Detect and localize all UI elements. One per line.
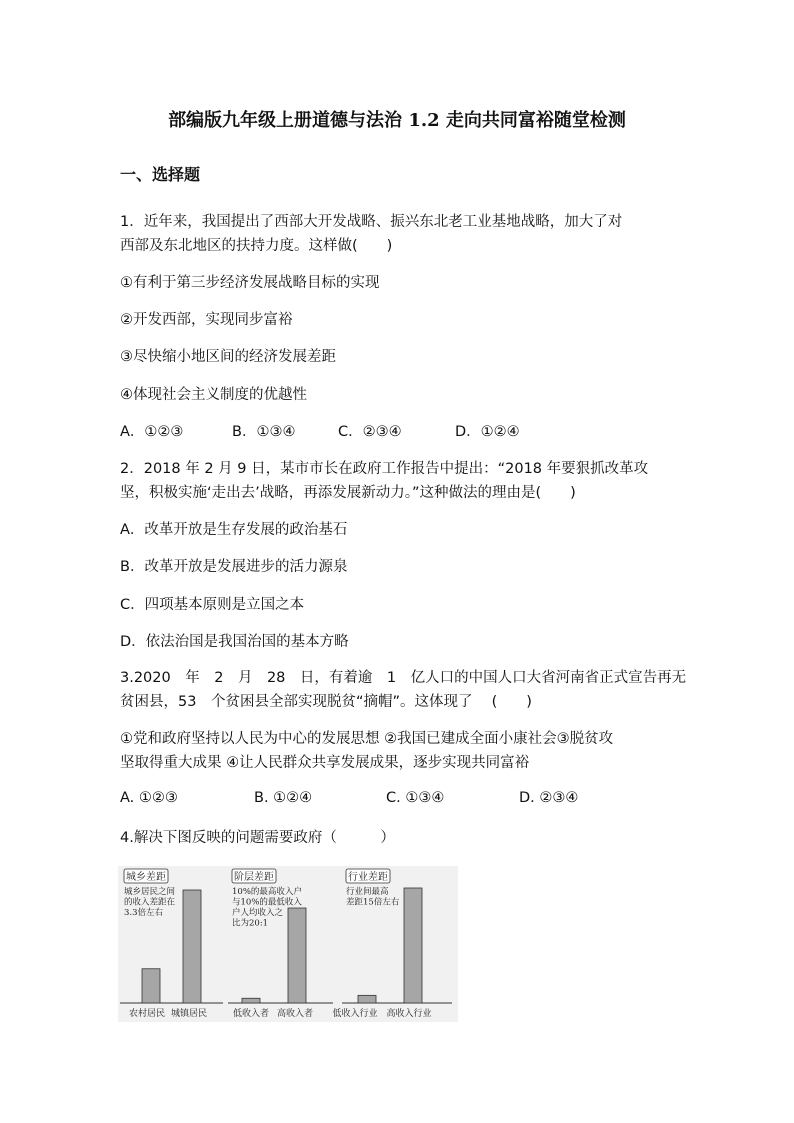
chart-title: 城乡差距	[126, 872, 166, 883]
q1-item-1: ①有利于第三步经济发展战略目标的实现	[120, 275, 380, 291]
q1-stem-line1: 1．近年来，我国提出了西部大开发战略、振兴东北老工业基地战略，加大了对	[120, 214, 623, 230]
q1-option-c[interactable]: C．②③④	[338, 424, 402, 440]
q3-option-a[interactable]: A. ①②③	[120, 790, 178, 806]
q1-option-b[interactable]: B．①③④	[232, 424, 296, 440]
chart-title: 阶层差距	[234, 872, 274, 883]
q2-option-d[interactable]: D．依法治国是我国治国的基本方略	[120, 634, 349, 650]
q3-stem-line2: 贫困县，53 个贫困县全部实现脱贫“摘帽”。这体现了 ( )	[120, 694, 532, 710]
chart-annotation: 差距15倍左右	[346, 897, 400, 908]
q4-stem: 4.解决下图反映的问题需要政府（ ）	[120, 830, 395, 846]
q1-option-a[interactable]: A．①②③	[120, 424, 184, 440]
q3-items-line1: ①党和政府坚持以人民为中心的发展思想 ②我国已建成全面小康社会③脱贫攻	[120, 731, 614, 747]
chart-annotation: 10%的最高收入户	[232, 887, 302, 897]
chart-annotation: 3.3倍左右	[124, 908, 164, 918]
chart-bar	[242, 998, 260, 1003]
chart-annotation: 户人均收入之	[232, 908, 284, 918]
income-gap-charts	[118, 866, 458, 1022]
document-title: 部编版九年级上册道德与法治 1.2 走向共同富裕随堂检测	[168, 110, 626, 131]
chart-annotation: 与10%的最低收入	[232, 897, 302, 908]
q2-option-b[interactable]: B．改革开放是发展进步的活力源泉	[120, 559, 348, 575]
q2-option-a[interactable]: A．改革开放是生存发展的政治基石	[120, 522, 348, 538]
income-gap-figure	[118, 866, 458, 1022]
q3-option-d[interactable]: D. ②③④	[519, 790, 579, 806]
chart-category-label: 低收入行业	[332, 1009, 378, 1019]
chart-title: 行业差距	[348, 872, 388, 883]
q1-option-d[interactable]: D．①②④	[455, 424, 520, 440]
chart-category-label: 高收入行业	[386, 1009, 432, 1019]
chart-annotation: 的收入差距在	[124, 897, 176, 908]
q1-item-3: ③尽快缩小地区间的经济发展差距	[120, 349, 336, 365]
q1-stem-line2: 西部及东北地区的扶持力度。这样做( )	[120, 238, 393, 254]
chart-bar	[358, 995, 376, 1003]
q2-option-c[interactable]: C．四项基本原则是立国之本	[120, 597, 305, 613]
q1-item-4: ④体现社会主义制度的优越性	[120, 387, 307, 403]
chart-bar	[404, 888, 422, 1003]
q3-items-line2: 坚取得重大成果 ④让人民群众共享发展成果，逐步实现共同富裕	[120, 755, 530, 771]
chart-category-label: 农村居民	[128, 1009, 166, 1019]
q3-option-b[interactable]: B. ①②④	[254, 790, 313, 806]
chart-annotation: 比为20:1	[232, 918, 269, 929]
q3-stem-line1: 3.2020 年 2 月 28 日，有着逾 1 亿人口的中国人口大省河南省正式宣告再无	[120, 670, 687, 686]
chart-bar	[183, 890, 201, 1003]
chart-annotation: 行业间最高	[346, 887, 389, 897]
chart-category-label: 低收入者	[232, 1009, 270, 1019]
q2-stem-line2: 坚，积极实施‘走出去’战略，再添发展新动力。”这种做法的理由是( )	[120, 485, 576, 501]
q2-stem-line1: 2．2018 年 2 月 9 日，某市市长在政府工作报告中提出：“2018 年要狠抓改革攻	[120, 461, 649, 477]
chart-annotation: 城乡居民之间	[124, 887, 176, 897]
chart-bar	[288, 908, 306, 1003]
section-heading: 一、选择题	[120, 165, 201, 184]
chart-category-label: 高收入者	[276, 1009, 314, 1019]
q1-item-2: ②开发西部，实现同步富裕	[120, 312, 293, 328]
chart-bar	[142, 969, 160, 1003]
chart-category-label: 城镇居民	[170, 1009, 208, 1019]
q3-option-c[interactable]: C. ①③④	[386, 790, 445, 806]
